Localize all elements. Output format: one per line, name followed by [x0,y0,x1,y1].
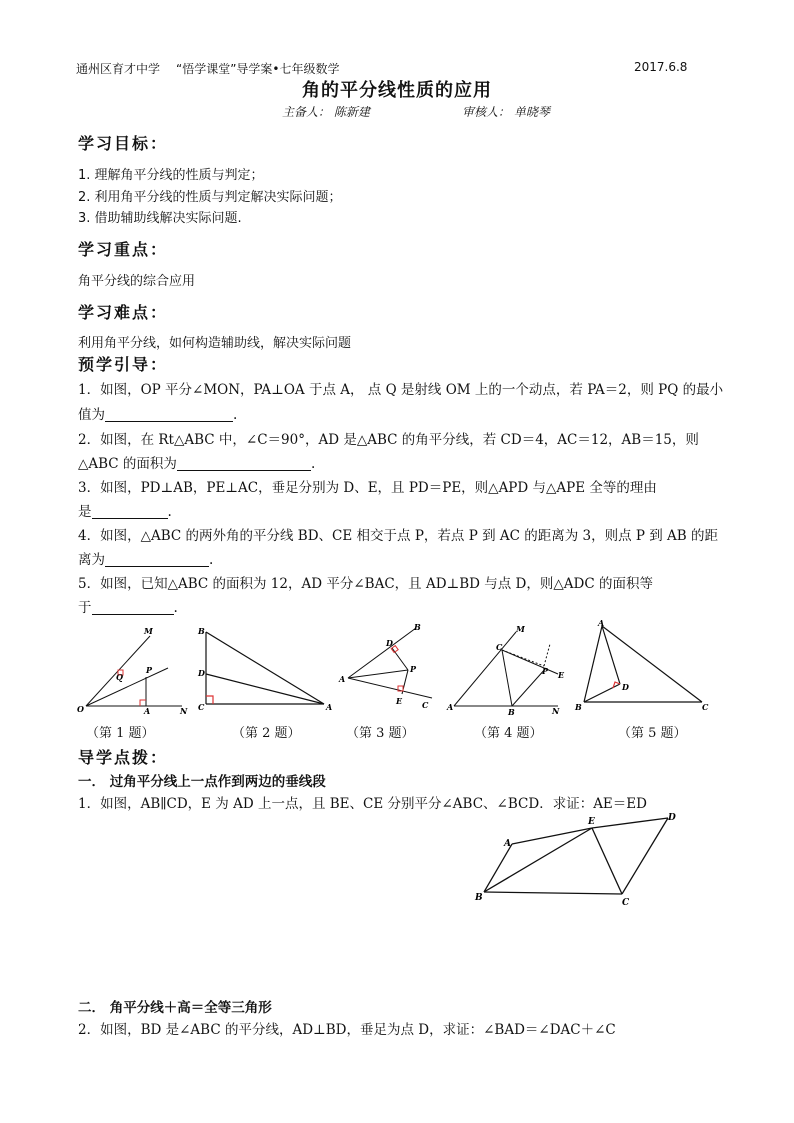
preview-q1-line2: 值为 . [78,407,238,423]
caption-fig5: （第 5 题） [618,726,687,741]
fig3-label-E: E [396,696,403,706]
fig4-label-P: P [542,666,549,676]
figure-3 [336,622,440,716]
difficulty-heading: 学习难点： [78,303,169,322]
fig5-label-D: D [622,682,629,692]
preparer: 主备人： 陈新建 [282,105,370,119]
fig3-label-P: P [410,664,417,674]
guide-subheading-2: 二． 角平分线＋高＝全等三角形 [78,1000,272,1016]
preview-q2-line2: △ABC 的面积为 . [78,456,316,472]
fig2-label-C: C [198,702,205,712]
preview-q2-line1: 2．如图，在 Rt△ABC 中，∠C＝90°，AD 是△ABC 的角平分线，若 CD＝4，AC＝12，AB＝15，则 [78,432,699,448]
fig4-label-B: B [508,707,515,716]
fig1-label-M: M [144,626,153,636]
goal-item-2: 2. 利用角平分线的性质与判定解决实际问题； [78,190,342,205]
guide-heading: 导学点拨： [78,748,169,767]
preview-q3-line2: 是 . [78,504,172,520]
school-name: 通州区育才中学 [76,62,161,76]
fig6-label-B: B [475,893,483,903]
figure-1 [72,624,202,716]
reviewer: 审核人： 单晓琴 [462,105,550,119]
fig6-label-E: E [588,817,595,827]
preview-q1-line1: 1．如图，OP 平分∠MON，PA⊥OA 于点 A， 点 Q 是射线 OM 上的一个动点，若 PA＝2，则 PQ 的最小 [78,382,724,398]
preview-q4-line1: 4．如图，△ABC 的两外角的平分线 BD、CE 相交于点 P，若点 P 到 AC 的距离为 3，则点 P 到 AB 的距 [78,528,719,544]
fig4-label-A: A [447,702,454,712]
fig3-label-A: A [339,674,346,684]
figure-2 [194,622,338,716]
fig5-label-A: A [598,618,605,628]
fig6-label-A: A [504,839,511,849]
preview-q5-line2: 于 . [78,600,178,616]
answer-blank-4[interactable] [105,552,209,567]
page-title: 角的平分线性质的应用 [302,80,492,101]
fig1-label-O: O [77,704,84,714]
difficulty-text: 利用角平分线，如何构造辅助线，解决实际问题 [78,336,352,351]
fig3-label-D: D [386,638,393,648]
answer-blank-2[interactable] [177,456,311,471]
focus-text: 角平分线的综合应用 [78,274,196,289]
fig3-label-C: C [422,700,429,710]
fig2-label-B: B [198,626,205,636]
caption-fig2: （第 2 题） [232,726,301,741]
preview-q4-line2: 离为 . [78,552,214,568]
preview-q5-line1: 5．如图，已知△ABC 的面积为 12，AD 平分∠BAC，且 AD⊥BD 与点 D，则△ADC 的面积等 [78,576,653,592]
fig6-label-C: C [622,898,630,908]
fig4-label-E: E [558,670,565,680]
fig4-label-C: C [496,642,503,652]
figure-5 [572,618,712,716]
guide-question-1: 1．如图，AB∥CD，E 为 AD 上一点，且 BE、CE 分别平分∠ABC、∠BCD．求证：AE＝ED [78,796,647,812]
fig2-label-A: A [326,702,333,712]
goal-item-3: 3. 借助辅助线解决实际问题. [78,211,242,226]
caption-fig4: （第 4 题） [474,726,543,741]
focus-heading: 学习重点： [78,240,169,259]
goals-heading: 学习目标： [78,134,169,153]
fig1-label-A: A [144,706,151,716]
caption-fig1: （第 1 题） [86,726,155,741]
series-name: “悟学课堂”导学案•七年级数学 [176,62,340,76]
guide-subheading-1: 一． 过角平分线上一点作到两边的垂线段 [78,774,326,790]
fig1-label-Q: Q [116,672,123,682]
fig1-label-P: P [146,665,153,675]
doc-date: 2017.6.8 [634,60,688,74]
goal-item-1: 1. 理解角平分线的性质与判定； [78,168,264,183]
fig4-label-M: M [516,624,525,634]
fig1-label-N: N [180,706,188,716]
preview-q3-line1: 3．如图，PD⊥AB，PE⊥AC，垂足分别为 D、E，且 PD＝PE，则△APD 与△APE 全等的理由 [78,480,657,496]
preview-heading: 预学引导： [78,355,169,374]
caption-fig3: （第 3 题） [346,726,415,741]
guide-question-2: 2．如图，BD 是∠ABC 的平分线，AD⊥BD，垂足为点 D，求证：∠BAD＝∠DAC＋∠C [78,1022,616,1038]
fig5-label-C: C [702,702,709,712]
fig5-label-B: B [575,702,582,712]
answer-blank-1[interactable] [105,407,233,422]
figure-6 [472,808,686,908]
fig4-label-N: N [552,706,560,716]
answer-blank-3[interactable] [92,504,168,519]
fig6-label-D: D [668,813,676,823]
fig3-label-B: B [414,622,421,632]
answer-blank-5[interactable] [92,600,174,615]
fig2-label-D: D [198,668,205,678]
figure-4 [446,622,574,716]
